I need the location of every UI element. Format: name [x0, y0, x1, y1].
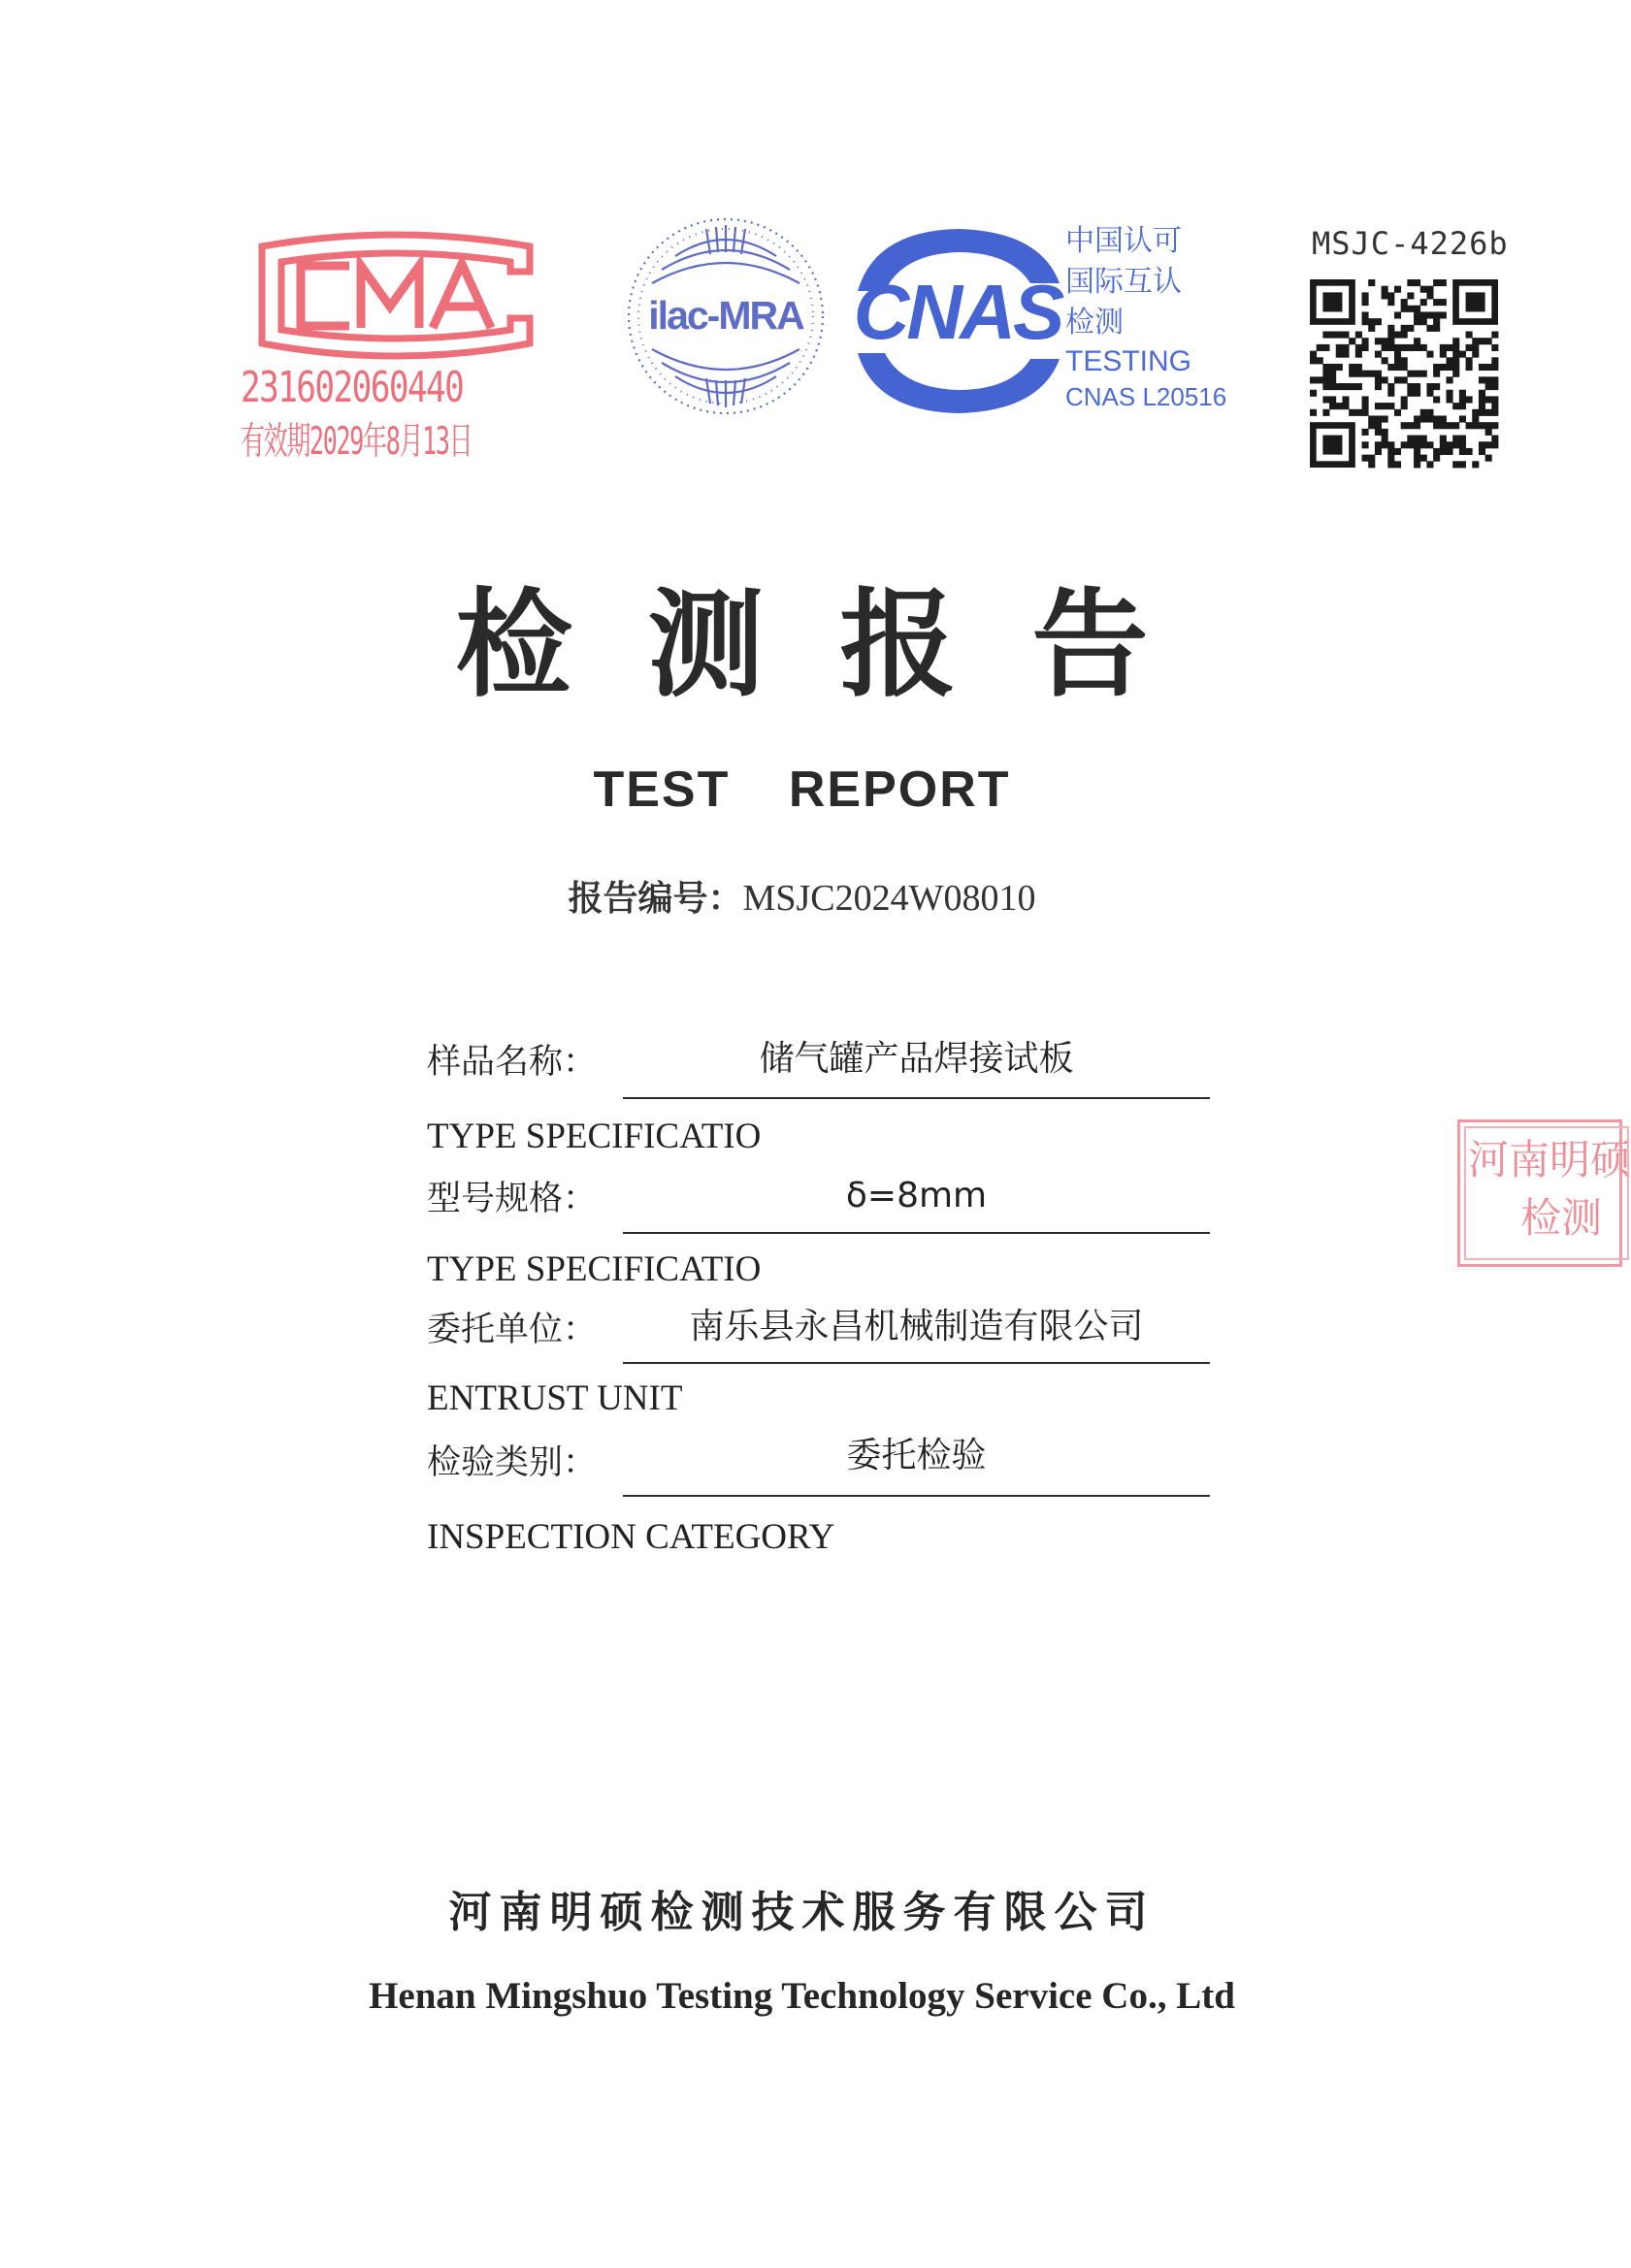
- cma-expiry-date: 有效期2029年8月13日: [241, 420, 473, 464]
- entrust-unit-underline: [623, 1362, 1210, 1364]
- cnas-testing-cn-text: 检测: [1065, 306, 1124, 340]
- inspection-category-label-en: INSPECTION CATEGORY: [427, 1517, 835, 1557]
- sample-name-underline: [623, 1097, 1210, 1099]
- report-number-label: 报告编号：: [568, 879, 743, 919]
- sample-name-value: 储气罐产品焊接试板: [759, 1039, 1074, 1079]
- cma-certificate-number: 231602060440: [241, 363, 464, 412]
- report-title-en: TEST REPORT: [593, 761, 1011, 818]
- form-code: MSJC-4226b: [1312, 225, 1509, 262]
- cnas-logo-text: CNAS: [853, 269, 1062, 355]
- inspection-category-label: 检验类别：: [427, 1443, 598, 1482]
- report-title-cn: 检测报告: [455, 576, 1224, 713]
- cma-certification-mark: [241, 229, 551, 462]
- ilac-mra-mark: [623, 213, 829, 419]
- report-number: [0, 880, 1604, 917]
- entrust-unit-value: 南乐县永昌机械制造有限公司: [689, 1307, 1144, 1346]
- model-spec-label: 型号规格：: [427, 1180, 598, 1218]
- company-seal-stamp: [1457, 1119, 1631, 1267]
- cnas-accreditation-mark: [836, 223, 1227, 417]
- cnas-testing-en-text: TESTING: [1065, 345, 1192, 377]
- type-specification-label-en: TYPE SPECIFICATIO: [427, 1249, 762, 1289]
- ilac-mra-logo-text: ilac-MRA: [648, 293, 803, 338]
- qr-code-icon: [1310, 279, 1498, 468]
- seal-testing-text: 检测: [1520, 1194, 1603, 1242]
- entrust-unit-label-en: ENTRUST UNIT: [427, 1378, 683, 1418]
- model-spec-underline: [623, 1232, 1210, 1234]
- inspection-category-value: 委托检验: [846, 1436, 987, 1475]
- entrust-unit-label: 委托单位：: [427, 1311, 598, 1349]
- report-number-value: MSJC2024W08010: [742, 878, 1036, 919]
- cnas-registration-number: CNAS L20516: [1065, 382, 1227, 411]
- inspection-category-underline: [623, 1495, 1210, 1497]
- qr-code-graphic: [1310, 279, 1498, 468]
- model-spec-value: δ=8mm: [845, 1176, 988, 1215]
- cnas-mutual-recognition-text: 国际互认: [1065, 265, 1182, 299]
- seal-company-text: 河南明硕: [1468, 1136, 1631, 1183]
- sample-description-label-en: TYPE SPECIFICATIO: [427, 1117, 762, 1156]
- cma-logo-icon: [241, 229, 551, 365]
- cnas-china-accreditation-text: 中国认可: [1065, 224, 1182, 258]
- company-name-en: Henan Mingshuo Testing Technology Service Co., Ltd: [369, 1975, 1235, 2017]
- sample-name-label: 样品名称：: [427, 1043, 598, 1082]
- company-name-cn: 河南明硕检测技术服务有限公司: [448, 1888, 1156, 1937]
